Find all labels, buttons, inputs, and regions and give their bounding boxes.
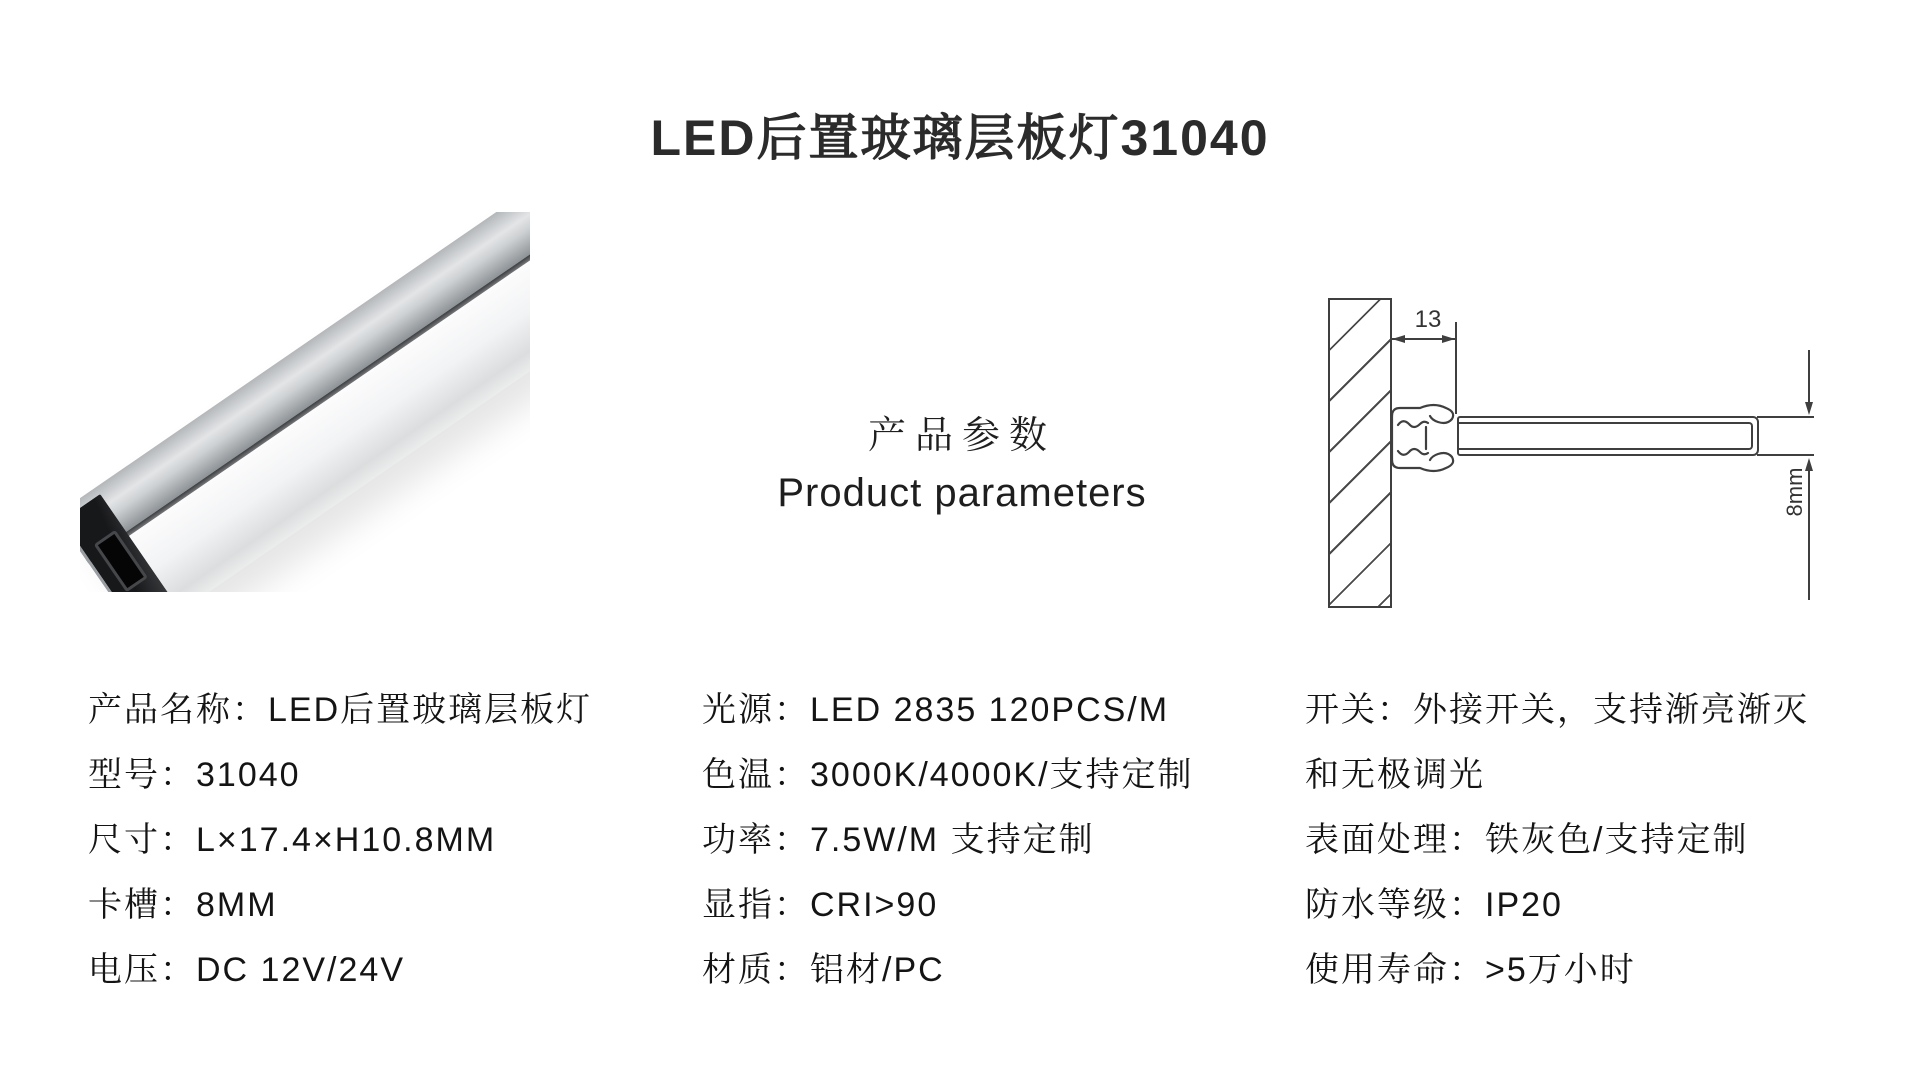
spec-line: 防水等级：IP20 xyxy=(1305,886,1563,924)
page-title: LED后置玻璃层板灯31040 xyxy=(650,110,1270,166)
glass-shelf-rect xyxy=(1457,416,1759,456)
section-heading-en: Product parameters xyxy=(777,471,1147,515)
spec-column-left xyxy=(88,678,592,1003)
dim-8mm-extension-top xyxy=(1757,416,1814,418)
dim-13-extension-line xyxy=(1455,322,1457,414)
dim-8mm-label: 8mm xyxy=(1782,467,1807,517)
wall-hatch-rect xyxy=(1328,298,1392,608)
dim-8mm-line-lower xyxy=(1808,470,1810,600)
spec-line: 开关：外接开关，支持渐亮渐灭 xyxy=(1305,691,1809,729)
dim-8mm-extension-bottom xyxy=(1757,454,1814,456)
dim-13-arrow-left xyxy=(1392,335,1405,343)
spec-line: 和无极调光 xyxy=(1305,756,1485,794)
dim-8mm-arrow-down xyxy=(1805,402,1813,415)
spec-line: 色温：3000K/4000K/支持定制 xyxy=(702,756,1194,794)
dim-8mm-line-upper xyxy=(1808,350,1810,404)
led-profile-bar xyxy=(80,212,530,592)
dim-13-arrow-right xyxy=(1442,335,1455,343)
spec-line: 卡槽：8MM xyxy=(88,886,278,924)
spec-column-right xyxy=(1305,678,1809,1003)
spec-line: 型号：31040 xyxy=(88,756,301,794)
spec-column-middle xyxy=(702,678,1194,1003)
spec-line: 电压：DC 12V/24V xyxy=(88,951,405,989)
section-heading xyxy=(712,404,1212,516)
spec-line: 使用寿命：>5万小时 xyxy=(1305,951,1636,989)
spec-line: 表面处理：铁灰色/支持定制 xyxy=(1305,821,1749,859)
spec-line: 尺寸：L×17.4×H10.8MM xyxy=(88,821,497,859)
glass-shelf-inner-line xyxy=(1459,422,1753,450)
spec-line: 显指：CRI>90 xyxy=(702,886,939,924)
installation-diagram xyxy=(1320,290,1840,640)
spec-line: 材质：铝材/PC xyxy=(702,951,945,989)
spec-line: 光源：LED 2835 120PCS/M xyxy=(702,691,1170,729)
dim-13-label: 13 xyxy=(1414,306,1442,333)
profile-clip-drawing xyxy=(1390,402,1460,474)
spec-line: 功率：7.5W/M 支持定制 xyxy=(702,821,1095,859)
spec-line: 产品名称：LED后置玻璃层板灯 xyxy=(88,691,593,729)
section-heading-zh: 产品参数 xyxy=(867,415,1056,457)
product-photo xyxy=(80,212,530,592)
